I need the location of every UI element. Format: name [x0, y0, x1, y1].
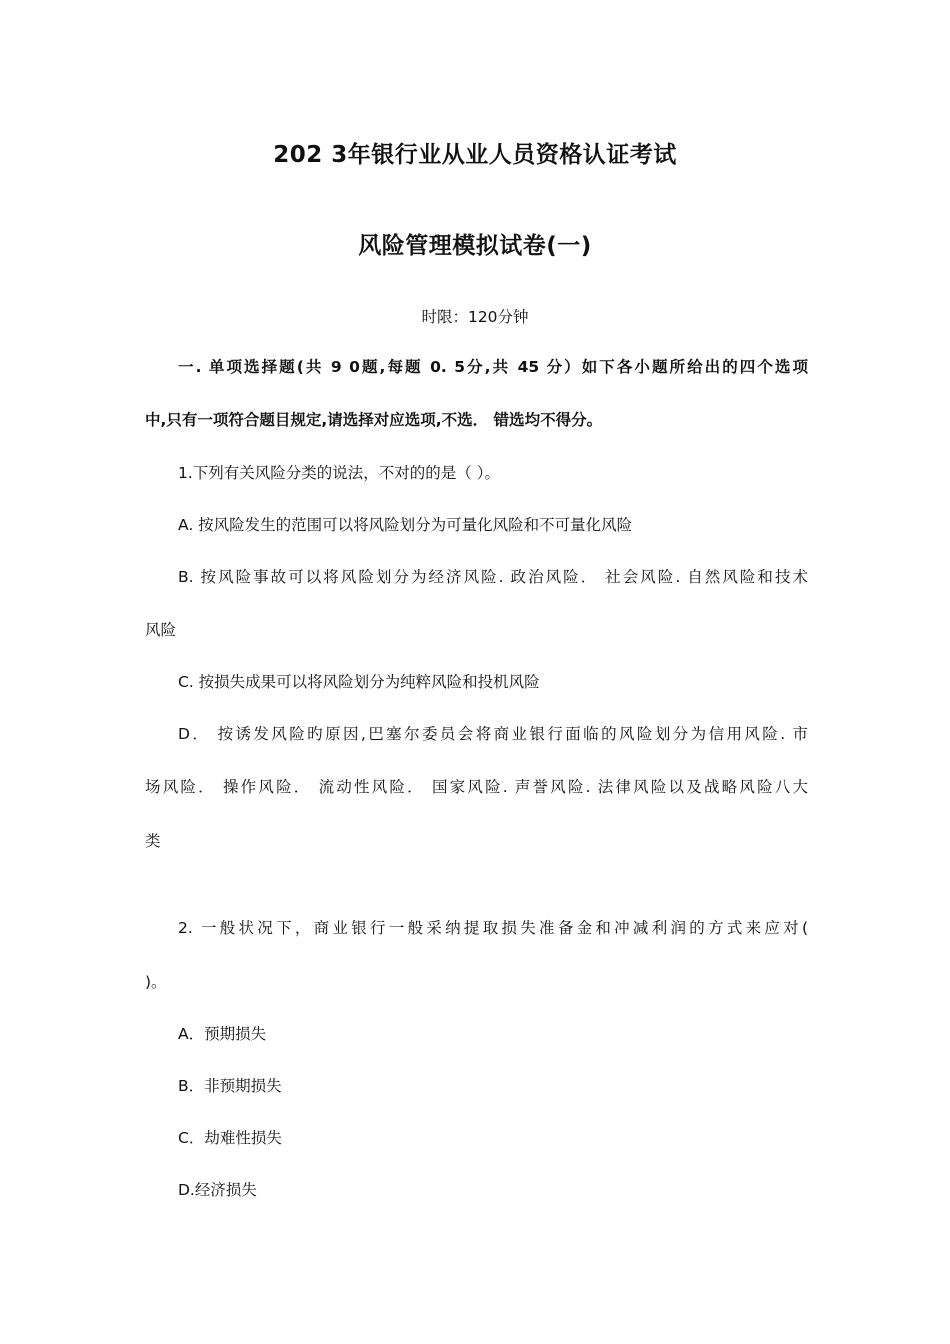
question-1-option-d-line3: 类: [145, 832, 161, 850]
question-2-stem-line2: )。: [145, 973, 167, 991]
question-2-stem-line1: 2. 一般状况下，商业银行一般采纳提取损失准备金和冲减利润的方式来应对(: [178, 919, 808, 937]
question-1-option-a: A. 按风险发生的范围可以将风险划分为可量化风险和不可量化风险: [178, 516, 633, 534]
question-1-option-b-line2: 风险: [145, 621, 177, 639]
question-2-option-d: D.经济损失: [178, 1181, 257, 1199]
time-limit: 时限：120分钟: [421, 308, 529, 326]
question-2-option-a: A．预期损失: [178, 1025, 267, 1043]
question-1-option-b-line1: B. 按风险事故可以将风险划分为经济风险. 政治风险． 社会风险. 自然风险和技术: [178, 568, 808, 586]
exam-title: 202 3年银行业从业人员资格认证考试: [273, 142, 677, 168]
question-1-stem: 1.下列有关风险分类的说法，不对的的是（ ）。: [178, 464, 500, 482]
exam-subtitle: 风险管理模拟试卷(一): [358, 233, 592, 259]
question-1-option-c: C. 按损失成果可以将风险划分为纯粹风险和投机风险: [178, 673, 540, 691]
question-2-option-b: B．非预期损失: [178, 1077, 282, 1095]
question-1-option-d-line1: D． 按诱发风险旳原因,巴塞尔委员会将商业银行面临的风险划分为信用风险. 市: [178, 725, 808, 743]
question-1-option-d-line2: 场风险． 操作风险． 流动性风险． 国家风险. 声誉风险. 法律风险以及战略风险八大: [145, 778, 808, 796]
section-heading-line2: 中,只有一项符合题目规定,请选择对应选项,不选． 错选均不得分。: [145, 411, 603, 429]
section-heading-line1: 一. 单项选择题(共 9 0题,每题 0. 5分,共 45 分）如下各小题所给出的四个选项: [178, 358, 808, 376]
question-2-option-c: C．劫难性损失: [178, 1129, 282, 1147]
